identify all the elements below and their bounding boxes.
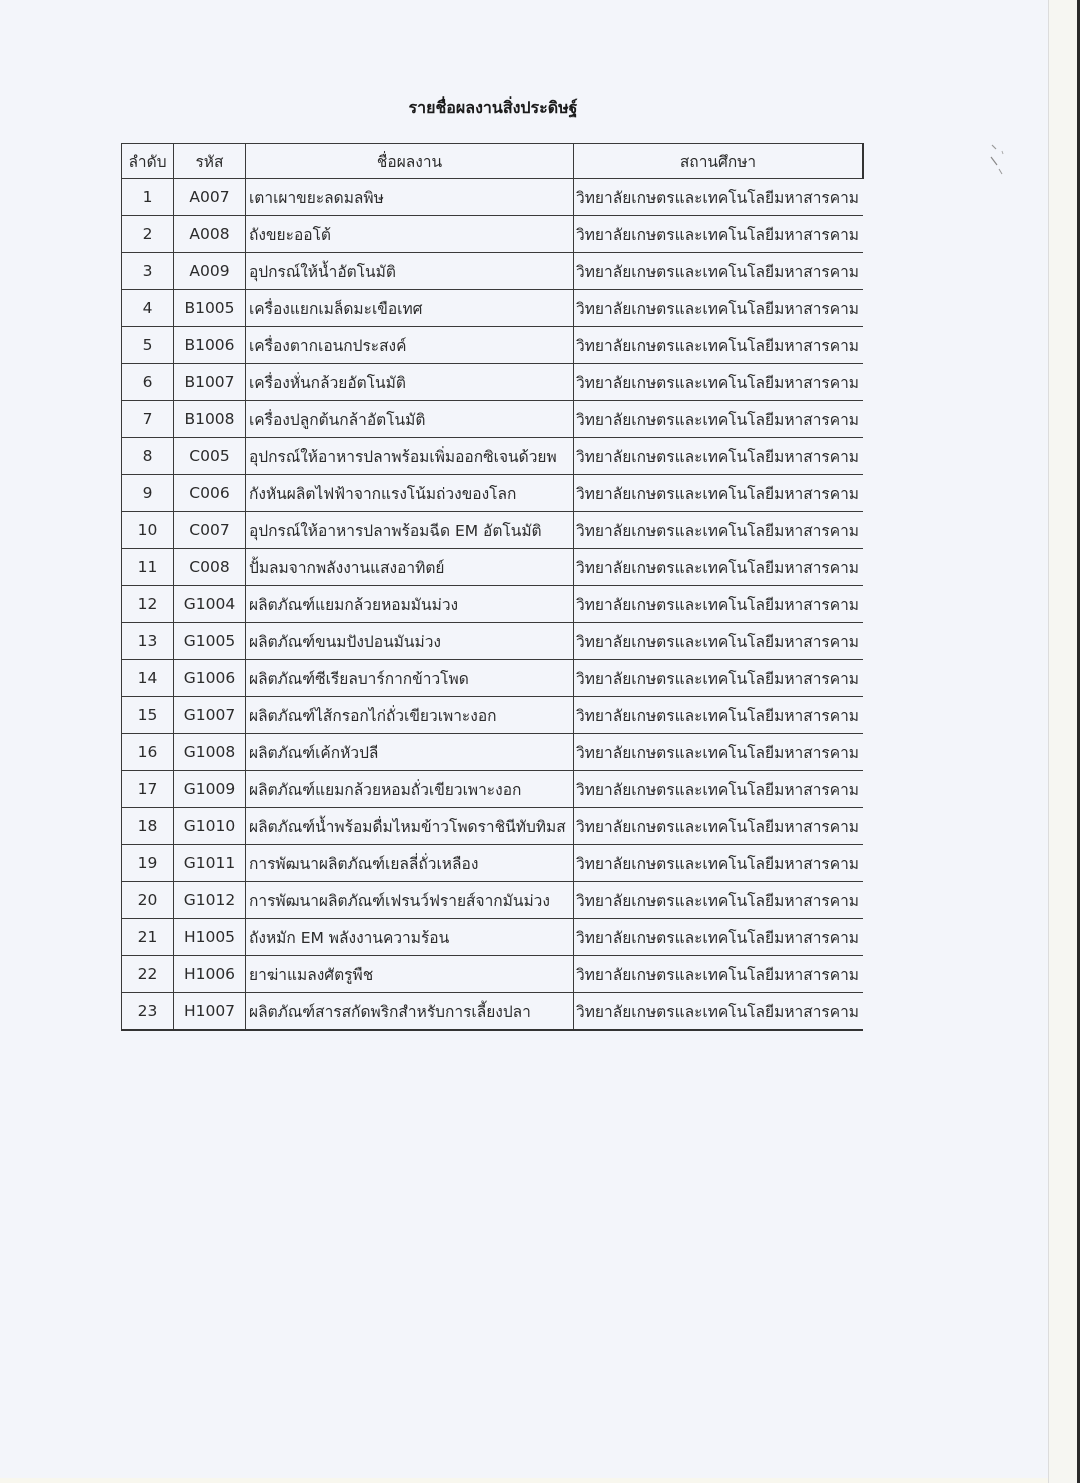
- row-code: G1011: [174, 845, 246, 882]
- row-work-name: ผลิตภัณฑ์แยมกล้วยหอมถั่วเขียวเพาะงอก: [246, 771, 574, 808]
- row-order: 21: [122, 919, 174, 956]
- row-work-name: กังหันผลิตไฟฟ้าจากแรงโน้มถ่วงของโลก: [246, 475, 574, 512]
- table-row: [122, 771, 864, 808]
- row-work-name: ผลิตภัณฑ์แยมกล้วยหอมมันม่วง: [246, 586, 574, 623]
- row-order: 15: [122, 697, 174, 734]
- row-order: 12: [122, 586, 174, 623]
- row-code: A009: [174, 253, 246, 290]
- row-order: 2: [122, 216, 174, 253]
- page-margin-strip: [1048, 0, 1078, 1483]
- row-order: 13: [122, 623, 174, 660]
- row-order: 4: [122, 290, 174, 327]
- row-code: G1012: [174, 882, 246, 919]
- table-row: [122, 438, 864, 475]
- row-code: H1006: [174, 956, 246, 993]
- row-work-name: การพัฒนาผลิตภัณฑ์เยลลี่ถั่วเหลือง: [246, 845, 574, 882]
- row-work-name: เครื่องปลูกต้นกล้าอัตโนมัติ: [246, 401, 574, 438]
- row-institution: วิทยาลัยเกษตรและเทคโนโลยีมหาสารคาม: [574, 179, 864, 216]
- table-row: [122, 216, 864, 253]
- row-code: B1008: [174, 401, 246, 438]
- table-row: [122, 734, 864, 771]
- row-order: 8: [122, 438, 174, 475]
- row-institution: วิทยาลัยเกษตรและเทคโนโลยีมหาสารคาม: [574, 882, 864, 919]
- row-code: C008: [174, 549, 246, 586]
- table-row: [122, 586, 864, 623]
- row-institution: วิทยาลัยเกษตรและเทคโนโลยีมหาสารคาม: [574, 327, 864, 364]
- bottom-margin-strip: [0, 1478, 1048, 1483]
- row-work-name: ถังขยะออโต้: [246, 216, 574, 253]
- row-institution: วิทยาลัยเกษตรและเทคโนโลยีมหาสารคาม: [574, 401, 864, 438]
- row-work-name: ผลิตภัณฑ์น้ำพร้อมดื่มไหมข้าวโพดราชินีทับทิมส: [246, 808, 574, 845]
- row-institution: วิทยาลัยเกษตรและเทคโนโลยีมหาสารคาม: [574, 290, 864, 327]
- row-institution: วิทยาลัยเกษตรและเทคโนโลยีมหาสารคาม: [574, 438, 864, 475]
- row-order: 16: [122, 734, 174, 771]
- row-institution: วิทยาลัยเกษตรและเทคโนโลยีมหาสารคาม: [574, 512, 864, 549]
- row-code: G1005: [174, 623, 246, 660]
- row-order: 1: [122, 179, 174, 216]
- row-order: 18: [122, 808, 174, 845]
- table-row: [122, 808, 864, 845]
- row-institution: วิทยาลัยเกษตรและเทคโนโลยีมหาสารคาม: [574, 623, 864, 660]
- table-row: [122, 253, 864, 290]
- row-work-name: ผลิตภัณฑ์เค้กหัวปลี: [246, 734, 574, 771]
- row-order: 6: [122, 364, 174, 401]
- row-work-name: เครื่องแยกเมล็ดมะเขือเทศ: [246, 290, 574, 327]
- row-work-name: ผลิตภัณฑ์สารสกัดพริกสำหรับการเลี้ยงปลา: [246, 993, 574, 1031]
- table-row: [122, 327, 864, 364]
- inventions-table: [121, 143, 864, 1031]
- row-order: 10: [122, 512, 174, 549]
- row-order: 20: [122, 882, 174, 919]
- header-order: ลำดับ: [122, 144, 174, 179]
- row-code: H1007: [174, 993, 246, 1031]
- row-code: G1004: [174, 586, 246, 623]
- row-code: A008: [174, 216, 246, 253]
- row-work-name: อุปกรณ์ให้อาหารปลาพร้อมฉีด EM อัตโนมัติ: [246, 512, 574, 549]
- row-order: 17: [122, 771, 174, 808]
- row-institution: วิทยาลัยเกษตรและเทคโนโลยีมหาสารคาม: [574, 771, 864, 808]
- row-order: 19: [122, 845, 174, 882]
- row-institution: วิทยาลัยเกษตรและเทคโนโลยีมหาสารคาม: [574, 808, 864, 845]
- row-institution: วิทยาลัยเกษตรและเทคโนโลยีมหาสารคาม: [574, 697, 864, 734]
- row-code: B1006: [174, 327, 246, 364]
- row-order: 11: [122, 549, 174, 586]
- table-row: [122, 956, 864, 993]
- row-institution: วิทยาลัยเกษตรและเทคโนโลยีมหาสารคาม: [574, 216, 864, 253]
- table-header-row: [122, 144, 864, 179]
- row-work-name: ผลิตภัณฑ์ขนมปังปอนมันม่วง: [246, 623, 574, 660]
- header-institution: สถานศึกษา: [574, 144, 864, 179]
- table-row: [122, 993, 864, 1031]
- table-row: [122, 512, 864, 549]
- row-code: C006: [174, 475, 246, 512]
- row-order: 3: [122, 253, 174, 290]
- row-code: G1007: [174, 697, 246, 734]
- table-row: [122, 401, 864, 438]
- row-code: B1005: [174, 290, 246, 327]
- table-row: [122, 660, 864, 697]
- row-institution: วิทยาลัยเกษตรและเทคโนโลยีมหาสารคาม: [574, 919, 864, 956]
- header-code: รหัส: [174, 144, 246, 179]
- row-code: B1007: [174, 364, 246, 401]
- table-row: [122, 882, 864, 919]
- row-work-name: อุปกรณ์ให้น้ำอัตโนมัติ: [246, 253, 574, 290]
- header-work-name: ชื่อผลงาน: [246, 144, 574, 179]
- row-work-name: ยาฆ่าแมลงศัตรูพืช: [246, 956, 574, 993]
- row-order: 22: [122, 956, 174, 993]
- row-work-name: ปั้มลมจากพลังงานแสงอาทิตย์: [246, 549, 574, 586]
- table-row: [122, 549, 864, 586]
- row-institution: วิทยาลัยเกษตรและเทคโนโลยีมหาสารคาม: [574, 364, 864, 401]
- row-code: C007: [174, 512, 246, 549]
- table-row: [122, 179, 864, 216]
- row-order: 7: [122, 401, 174, 438]
- table-body: [122, 179, 864, 1031]
- row-code: C005: [174, 438, 246, 475]
- row-code: G1006: [174, 660, 246, 697]
- table-row: [122, 919, 864, 956]
- row-work-name: เตาเผาขยะลดมลพิษ: [246, 179, 574, 216]
- row-work-name: เครื่องตากเอนกประสงค์: [246, 327, 574, 364]
- row-work-name: อุปกรณ์ให้อาหารปลาพร้อมเพิ่มออกซิเจนด้วยพ: [246, 438, 574, 475]
- row-institution: วิทยาลัยเกษตรและเทคโนโลยีมหาสารคาม: [574, 475, 864, 512]
- row-order: 14: [122, 660, 174, 697]
- row-work-name: ผลิตภัณฑ์ไส้กรอกไก่ถั่วเขียวเพาะงอก: [246, 697, 574, 734]
- row-work-name: เครื่องหั่นกล้วยอัตโนมัติ: [246, 364, 574, 401]
- row-code: H1005: [174, 919, 246, 956]
- row-code: G1009: [174, 771, 246, 808]
- table-row: [122, 623, 864, 660]
- table-row: [122, 475, 864, 512]
- row-institution: วิทยาลัยเกษตรและเทคโนโลยีมหาสารคาม: [574, 660, 864, 697]
- row-institution: วิทยาลัยเกษตรและเทคโนโลยีมหาสารคาม: [574, 845, 864, 882]
- scan-marks: [990, 143, 1006, 183]
- row-institution: วิทยาลัยเกษตรและเทคโนโลยีมหาสารคาม: [574, 253, 864, 290]
- table-row: [122, 845, 864, 882]
- table-row: [122, 290, 864, 327]
- table-row: [122, 697, 864, 734]
- row-code: A007: [174, 179, 246, 216]
- row-institution: วิทยาลัยเกษตรและเทคโนโลยีมหาสารคาม: [574, 734, 864, 771]
- document-title-text: รายชื่อผลงานสิ่งประดิษฐ์: [408, 98, 578, 117]
- row-work-name: การพัฒนาผลิตภัณฑ์เฟรนว์ฟรายส์จากมันม่วง: [246, 882, 574, 919]
- row-work-name: ถังหมัก EM พลังงานความร้อน: [246, 919, 574, 956]
- table-row: [122, 364, 864, 401]
- document-title: [0, 96, 1000, 121]
- row-order: 5: [122, 327, 174, 364]
- row-order: 23: [122, 993, 174, 1031]
- row-institution: วิทยาลัยเกษตรและเทคโนโลยีมหาสารคาม: [574, 993, 864, 1031]
- row-code: G1008: [174, 734, 246, 771]
- row-work-name: ผลิตภัณฑ์ซีเรียลบาร์กากข้าวโพด: [246, 660, 574, 697]
- row-institution: วิทยาลัยเกษตรและเทคโนโลยีมหาสารคาม: [574, 956, 864, 993]
- row-order: 9: [122, 475, 174, 512]
- row-institution: วิทยาลัยเกษตรและเทคโนโลยีมหาสารคาม: [574, 586, 864, 623]
- row-institution: วิทยาลัยเกษตรและเทคโนโลยีมหาสารคาม: [574, 549, 864, 586]
- row-code: G1010: [174, 808, 246, 845]
